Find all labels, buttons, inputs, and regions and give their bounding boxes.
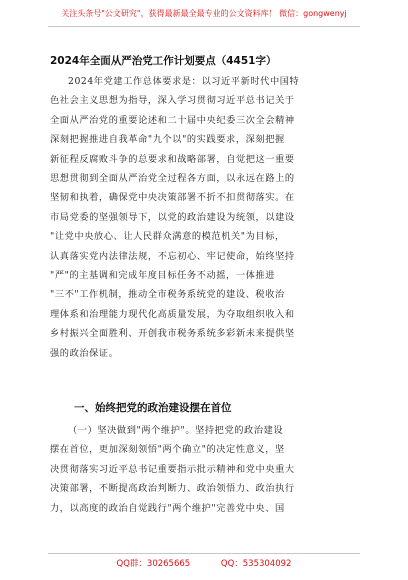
section-heading: 一、始终把党的政治建设摆在首位 <box>74 402 232 414</box>
paragraph-line: 坚韧和执着，确保党中央决策部署不折不扣贯彻落实。在 <box>50 192 295 204</box>
paragraph-line: 决策部署，不断提高政治判断力、政治领悟力、政治执行 <box>50 483 295 495</box>
paragraph-line: 力，以高度的政治自觉践行"两个维护"完善党中央、国 <box>50 502 285 514</box>
header-divider <box>48 26 360 27</box>
paragraph-line: "严"的主基调和完成年度目标任务不动摇，一体推进 <box>50 270 275 282</box>
paragraph-line: "让党中央放心、让人民群众满意的模范机关"为目标， <box>50 231 285 243</box>
paragraph-line: 乡村振兴全面胜利、开创我市税务系统多彩新未来提供坚 <box>50 328 295 340</box>
paragraph-line: 市局党委的坚强领导下，以党的政治建设为统领，以建设 <box>50 211 295 223</box>
footer-contact <box>0 557 408 569</box>
footer-qq-group: QQ群：30265665 <box>116 559 191 569</box>
paragraph-line: （一）坚决做到"两个维护"。坚持把党的政治建设 <box>68 425 284 436</box>
paragraph-1 <box>50 72 358 363</box>
paragraph-line: 深刻把握推进自我革命"九个以"的实践要求，深刻把握 <box>50 134 285 146</box>
paragraph-line: 理体系和治理能力现代化高质量发展，为夺取组织收入和 <box>50 308 295 320</box>
paragraph-line: 强的政治保证。 <box>50 347 119 359</box>
paragraph-line: 摆在首位，更加深刻领悟"两个确立"的决定性意义，坚 <box>50 444 285 456</box>
document-title: 2024年全面从严治党工作计划要点（4451字） <box>50 55 277 67</box>
paragraph-line: 决贯彻落实习近平总书记重要指示批示精神和党中央重大 <box>50 463 295 475</box>
paragraph-line: 色社会主义思想为指导，深入学习贯彻习近平总书记关于 <box>50 95 295 107</box>
paragraph-line: 思想贯彻到全面从严治党全过程各方面，以永远在路上的 <box>50 173 295 185</box>
paragraph-2 <box>50 421 358 518</box>
footer-divider <box>48 553 360 554</box>
paragraph-line: 新征程反腐败斗争的总要求和战略部署，自觉把这一重要 <box>50 153 295 165</box>
paragraph-line: "三不"工作机制，推动全市税务系统党的建设、税收治 <box>50 289 285 301</box>
footer-qq: QQ：535304092 <box>220 559 292 569</box>
paragraph-line: 2024年党建工作总体要求是：以习近平新时代中国特 <box>68 76 300 87</box>
header-banner: 关注头条号"公文研究"，获得最新最全最专业的公文资料库！ 微信：gongwenyj <box>61 9 347 18</box>
paragraph-line: 认真落实党内法律法规，不忘初心、牢记使命，始终坚持 <box>50 250 295 262</box>
paragraph-line: 全面从严治党的重要论述和二十届中央纪委三次全会精神 <box>50 114 295 126</box>
